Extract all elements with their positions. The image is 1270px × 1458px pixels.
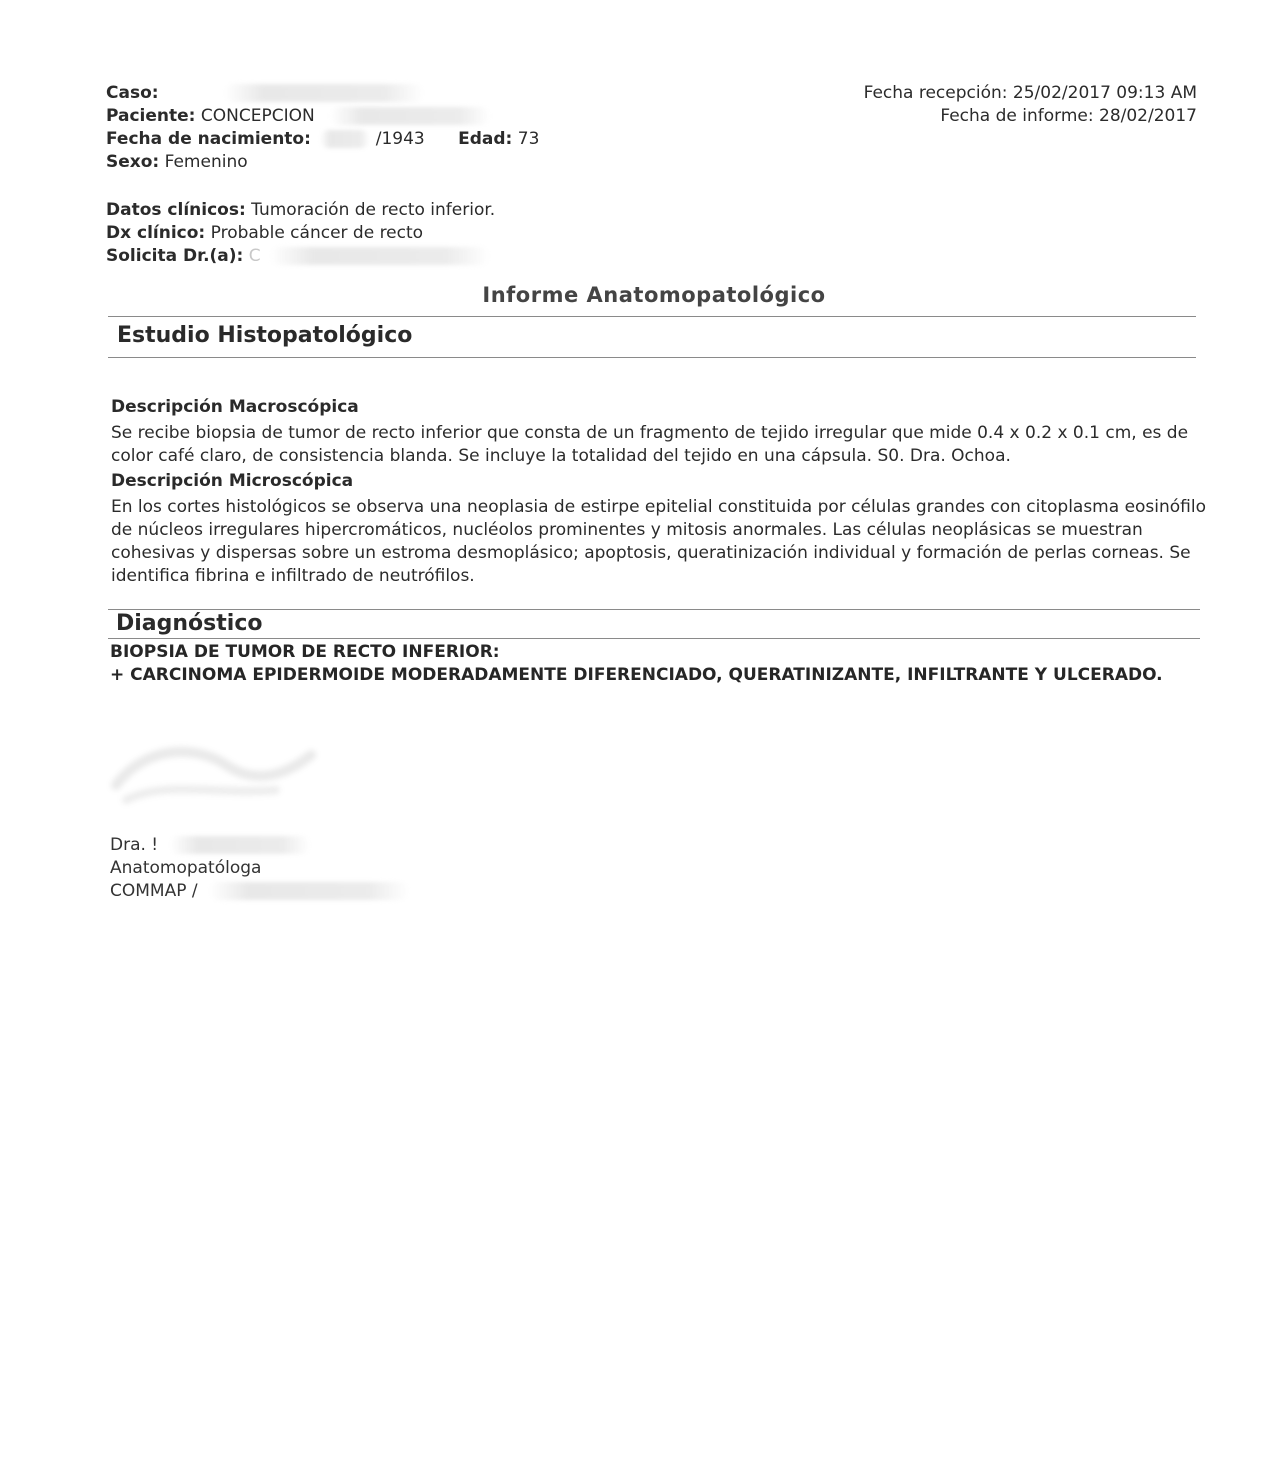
macroscopic-text: Se recibe biopsia de tumor de recto inferior que consta de un fragmento de tejido irregular que mide 0.4 x 0.2 x 0.1 cm, es de color café claro, de consistencia blanda. Se incluye la totalidad del tejido en una cápsula. S0. Dra. Ochoa. [111,423,1189,466]
section-title-histopatologico: Estudio Histopatológico [117,323,413,348]
solicita-value: C [248,246,261,266]
clinical-info [106,199,495,268]
fecha-informe: Fecha de informe: 28/02/2017 [940,106,1197,126]
divider [108,316,1196,317]
datos-clinicos-label: Datos clínicos: [106,200,246,220]
redaction-mark [320,130,370,148]
redaction-mark [330,107,490,125]
divider [108,638,1200,639]
nacimiento-row [106,128,539,151]
diagnosis-text [110,641,1163,687]
fecha-recepcion: Fecha recepción: 25/02/2017 09:13 AM [863,83,1197,103]
signature-image [106,735,326,815]
patient-info [106,82,539,174]
sexo-value: Femenino [164,152,248,172]
divider [108,609,1200,610]
solicita-row [106,245,495,268]
macroscopic-heading: Descripción Macroscópica [111,397,359,417]
signer-name: Dra. ! [110,835,159,855]
solicita-label: Solicita Dr.(a): [106,246,244,266]
section-title-diagnostico: Diagnóstico [116,611,263,636]
diagnosis-line-2: + CARCINOMA EPIDERMOIDE MODERADAMENTE DIFERENCIADO, QUERATINIZANTE, INFILTRANTE Y ULCERADO. [110,665,1163,685]
paciente-value: CONCEPCION [200,106,315,126]
sexo-label: Sexo: [106,152,160,172]
paciente-row [106,105,539,128]
microscopic-text: En los cortes histológicos se observa una neoplasia de estirpe epitelial constituida por células grandes con citoplasma eosinófilo de núcleos irregulares hipercromáticos, nucléolos prominentes y mitosis anormales. Las células neoplásicas se muestran cohesivas y dispersas sobre un estroma desmoplásico; apoptosis, queratinización individual y formación de perlas corneas. Se identifica fibrina e infiltrado de neutrófilos. [111,497,1207,586]
signer-block [110,834,409,903]
datos-clinicos-value: Tumoración de recto inferior. [251,200,496,220]
microscopic-heading: Descripción Microscópica [111,471,354,491]
caso-row [106,82,539,105]
redaction-mark [170,836,310,854]
caso-label: Caso: [106,83,159,103]
dx-clinico-row [106,222,495,245]
nacimiento-value: /1943 [375,129,425,149]
nacimiento-label: Fecha de nacimiento: [106,129,311,149]
edad-value: 73 [517,129,540,149]
report-title: Informe Anatomopatológico [482,283,826,307]
signer-name-row [110,834,409,857]
redaction-mark [224,84,424,102]
signer-role: Anatomopatóloga [110,858,262,878]
edad-label: Edad: [458,129,513,149]
macroscopic-section [111,396,1211,468]
dx-clinico-value: Probable cáncer de recto [210,223,424,243]
paciente-label: Paciente: [106,106,196,126]
sexo-row [106,151,539,174]
signer-org-row [110,880,409,903]
dx-clinico-label: Dx clínico: [106,223,206,243]
report-dates [864,82,1197,128]
redaction-mark [270,247,490,265]
redaction-mark [209,882,409,900]
microscopic-section [111,470,1211,588]
diagnosis-line-1: BIOPSIA DE TUMOR DE RECTO INFERIOR: [110,642,500,662]
datos-clinicos-row [106,199,495,222]
signer-org: COMMAP / [110,881,198,901]
divider [108,357,1196,358]
